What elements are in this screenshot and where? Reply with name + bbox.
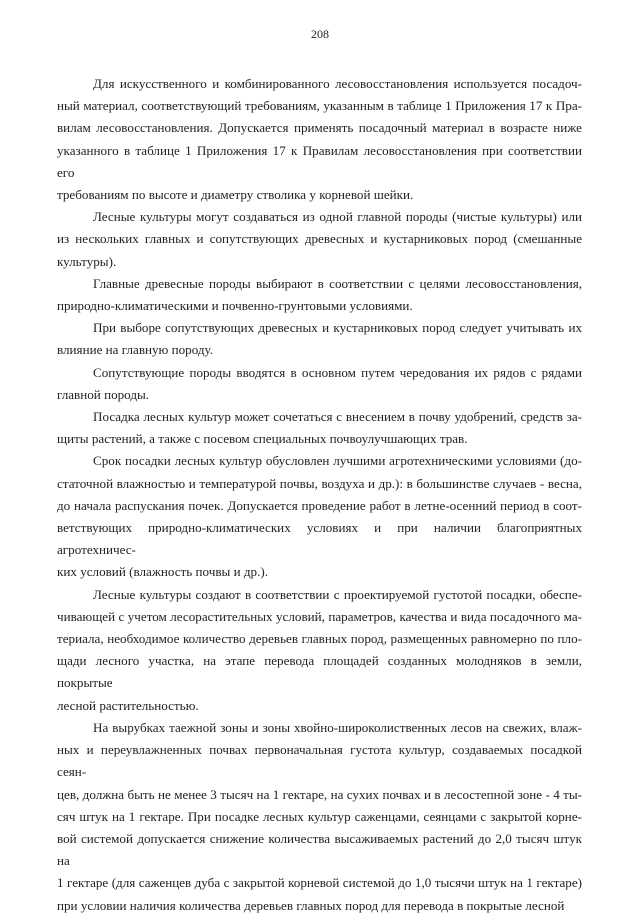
paragraph [57, 450, 582, 583]
text-line: щади лесного участка, на этапе перевода площадей созданных молодняков в земли, покрытые [57, 653, 582, 691]
text-line: указанного в таблице 1 Приложения 17 к Правилам лесовосстановления при соответствии его [57, 142, 582, 180]
paragraph [57, 584, 582, 717]
paragraph [57, 362, 582, 406]
text-line: лесной растительностью. [57, 697, 199, 713]
text-line: При выборе сопутствующих древесных и кустарниковых пород следует учитывать их [93, 320, 582, 336]
text-line: главной породы. [57, 386, 150, 402]
text-line: 1 гектаре (для саженцев дуба с закрытой корневой системой до 1,0 тысячи штук на 1 гектаре) [57, 875, 582, 891]
text-line: Посадка лесных культур может сочетаться с внесением в почву удобрений, средств за- [93, 409, 582, 425]
text-line: териала, необходимое количество деревьев главных пород, размещенных равномерно по пло- [57, 631, 582, 647]
text-line: статочной влажностью и температурой почвы, воздуха и др.): в большинстве случаев - весна, [57, 475, 582, 491]
paragraph [57, 317, 582, 361]
text-line: ных и переувлажненных почвах первоначальная густота культур, создаваемых посадкой сеян- [57, 742, 582, 780]
text-line: Срок посадки лесных культур обусловлен лучшими агротехническими условиями (до- [93, 453, 582, 469]
text-line: культуры). [57, 253, 117, 269]
text-line: сяч штук на 1 гектаре. При посадке лесных культур саженцами, сеянцами с закрытой корне- [57, 808, 582, 824]
text-line: Для искусственного и комбинированного лесовосстановления используется посадоч- [93, 76, 582, 91]
text-line: вой системой допускается снижение количества высаживаемых растений до 2,0 тысяч штук на [57, 830, 582, 869]
text-line: ный материал, соответствующий требованиям, указанным в таблице 1 Приложения 17 к Пра- [57, 98, 582, 114]
text-line: Лесные культуры могут создаваться из одной главной породы (чистые культуры) или [93, 209, 582, 225]
paragraph [57, 406, 582, 450]
paragraph [57, 73, 582, 206]
text-line: цев, должна быть не менее 3 тысяч на 1 гектаре, на сухих почвах и в лесостепной зоне - 4 ты- [57, 786, 582, 802]
text-line: ветствующих природно-климатических условиях и при наличии благоприятных агротехничес- [57, 520, 582, 558]
text-line: На вырубках таежной зоны и зоны хвойно-широколиственных лесов на свежих, влаж- [93, 719, 582, 735]
text-line: из нескольких главных и сопутствующих древесных и кустарниковых пород (смешанные [57, 231, 582, 247]
paragraph [57, 206, 582, 273]
text-line: требованиям по высоте и диаметру стволика у корневой шейки. [57, 187, 414, 203]
text-line: природно-климатическими и почвенно-грунтовыми условиями. [57, 298, 413, 314]
text-line: чивающей с учетом лесорастительных условий, параметров, качества и вида посадочного ма- [57, 608, 582, 624]
document-body [57, 73, 582, 917]
text-line: до начала распускания почек. Допускается проведение работ в летне-осенний период в соот- [57, 497, 582, 513]
text-line: влияние на главную породу. [57, 342, 214, 358]
page-number: 208 [311, 27, 329, 41]
text-line: вилам лесовосстановления. Допускается применять посадочный материал в возрасте ниже [57, 120, 582, 136]
text-line: Главные древесные породы выбирают в соответствии с целями лесовосстановления, [93, 275, 582, 291]
text-line: Сопутствующие породы вводятся в основном путем чередования их рядов с рядами [93, 364, 582, 380]
paragraph [57, 273, 582, 317]
text-line: при условии наличия количества деревьев главных пород для перевода в покрытые лесной [57, 897, 565, 913]
text-line: ких условий (влажность почвы и др.). [57, 564, 268, 580]
paragraph [57, 717, 582, 917]
text-line: Лесные культуры создают в соответствии с проектируемой густотой посадки, обеспе- [93, 586, 582, 602]
text-line: щиты растений, а также с посевом специальных почвоулучшающих трав. [57, 431, 468, 447]
